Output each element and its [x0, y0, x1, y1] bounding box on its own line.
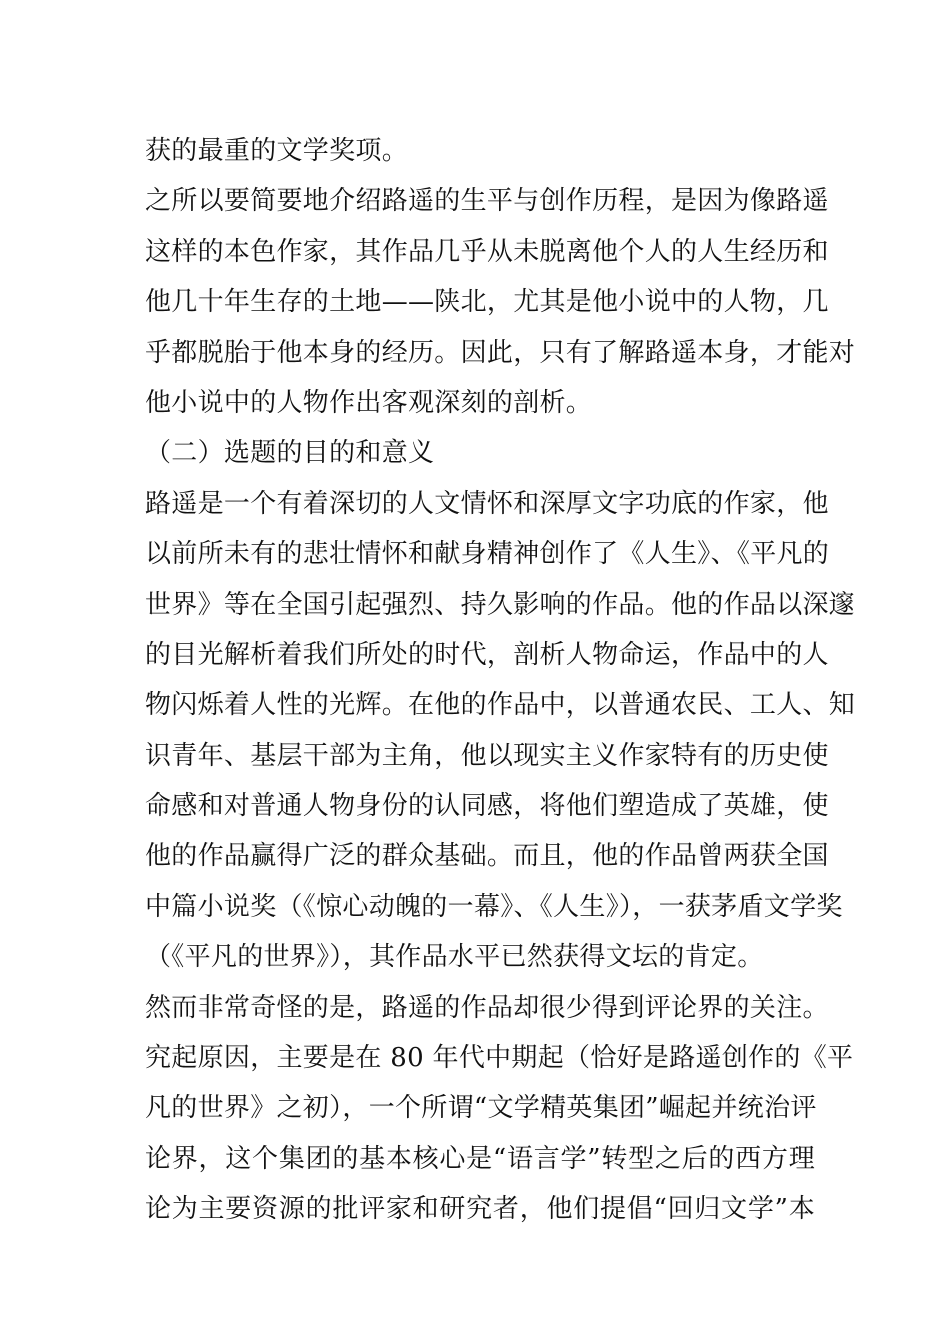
text-line: 命感和对普通人物身份的认同感，将他们塑造成了英雄，使	[145, 791, 829, 822]
text-line: 究起原因，主要是在 80 年代中期起（恰好是路遥创作的《平	[145, 1043, 854, 1074]
text-line: 他的作品赢得广泛的群众基础。而且，他的作品曾两获全国	[145, 841, 829, 872]
text-line: 凡的世界》之初），一个所谓“文学精英集团”崛起并统治评	[145, 1093, 817, 1124]
text-line: 路遥是一个有着深切的人文情怀和深厚文字功底的作家，他	[145, 488, 829, 519]
text-line: 之所以要简要地介绍路遥的生平与创作历程，是因为像路遥	[145, 186, 829, 217]
text-line: 中篇小说奖（《惊心动魄的一幕》、《人生》），一获茅盾文学奖	[145, 891, 843, 922]
text-line: 获的最重的文学奖项。	[145, 136, 409, 166]
body-text	[145, 126, 856, 1235]
section-heading: （二）选题的目的和意义	[145, 438, 435, 469]
text-line: 他几十年生存的土地——陕北，尤其是他小说中的人物，几	[145, 287, 829, 318]
text-line: 这样的本色作家，其作品几乎从未脱离他个人的人生经历和	[145, 236, 829, 267]
text-line: 他小说中的人物作出客观深刻的剖析。	[145, 387, 593, 418]
text-line: 乎都脱胎于他本身的经历。因此，只有了解路遥本身，才能对	[145, 337, 856, 368]
text-line: 论界，这个集团的基本核心是“语言学”转型之后的西方理	[145, 1143, 815, 1174]
text-line: 然而非常奇怪的是，路遥的作品却很少得到评论界的关注。	[145, 992, 829, 1023]
text-line: 以前所未有的悲壮情怀和献身精神创作了《人生》、《平凡的	[145, 539, 830, 570]
text-line: 物闪烁着人性的光辉。在他的作品中，以普通农民、工人、知	[145, 690, 856, 721]
text-line: 识青年、基层干部为主角，他以现实主义作家特有的历史使	[145, 740, 829, 771]
text-line: （《平凡的世界》），其作品水平已然获得文坛的肯定。	[145, 942, 764, 973]
text-line: 论为主要资源的批评家和研究者，他们提倡“回归文学”本	[145, 1194, 815, 1225]
text-line: 的目光解析着我们所处的时代，剖析人物命运，作品中的人	[145, 639, 829, 670]
text-line: 世界》等在全国引起强烈、持久影响的作品。他的作品以深邃	[145, 589, 856, 620]
